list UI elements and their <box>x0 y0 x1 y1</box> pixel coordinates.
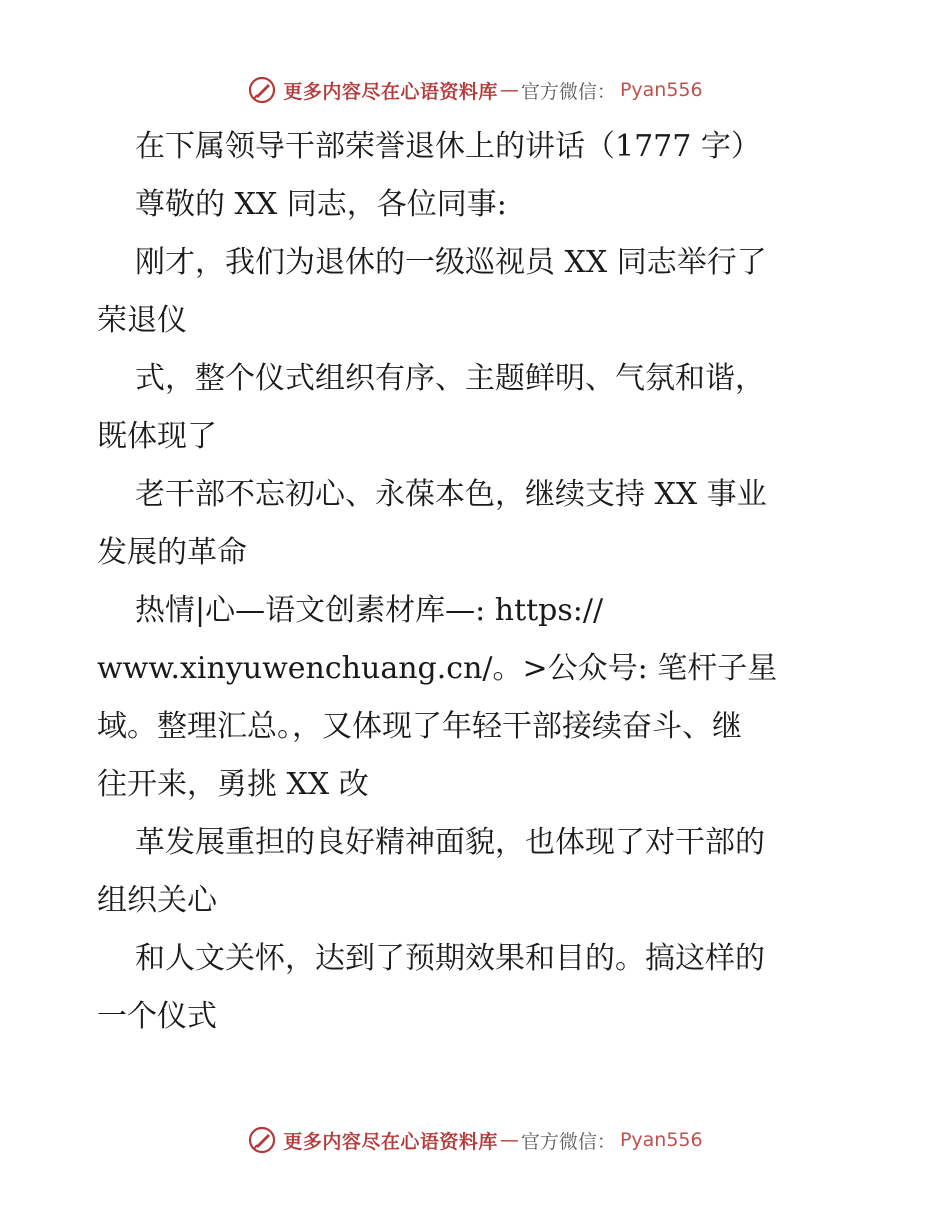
footer-dash: — <box>499 1129 519 1151</box>
doc-line: 革发展重担的良好精神面貌，也体现了对干部的 <box>135 825 765 860</box>
doc-line: 域。整理汇总。，又体现了年轻干部接续奋斗、继 <box>97 709 742 744</box>
doc-line: 荣退仪 <box>97 303 187 338</box>
footer-wechat-id: Pyan556 <box>619 1129 703 1151</box>
doc-line: 发展的革命 <box>97 535 247 570</box>
header-brand-text: 更多内容尽在心语资料库 <box>283 80 498 103</box>
document-body <box>97 118 857 1046</box>
quill-logo-icon <box>247 75 277 105</box>
doc-line: 和人文关怀，达到了预期效果和目的。搞这样的 <box>135 941 765 976</box>
doc-line: 式，整个仪式组织有序、主题鲜明、气氛和谐， <box>135 361 765 396</box>
header-wechat-id: Pyan556 <box>619 79 703 101</box>
doc-line: 刚才，我们为退休的一级巡视员 XX 同志举行了 <box>135 245 767 280</box>
doc-line: 往开来，勇挑 XX 改 <box>97 767 369 802</box>
doc-title: 在下属领导干部荣誉退休上的讲话（1777 字） <box>135 129 761 164</box>
header-official-label: 官方微信： <box>520 80 616 103</box>
doc-line: 热情|心—语文创素材库—: https:// <box>135 593 604 628</box>
header-banner <box>0 70 950 110</box>
quill-logo-icon <box>247 1125 277 1155</box>
footer-official-label: 官方微信： <box>520 1130 616 1153</box>
doc-line: 老干部不忘初心、永葆本色，继续支持 XX 事业 <box>135 477 767 512</box>
doc-salutation: 尊敬的 XX 同志，各位同事: <box>135 187 507 222</box>
doc-line: 一个仪式 <box>97 999 217 1034</box>
doc-line: www.xinyuwenchuang.cn/。>公众号: 笔杆子星 <box>97 651 778 686</box>
doc-line: 组织关心 <box>97 883 217 918</box>
footer-banner <box>0 1120 950 1160</box>
header-dash: — <box>499 79 519 101</box>
doc-line: 既体现了 <box>97 419 217 454</box>
footer-brand-text: 更多内容尽在心语资料库 <box>283 1130 498 1153</box>
